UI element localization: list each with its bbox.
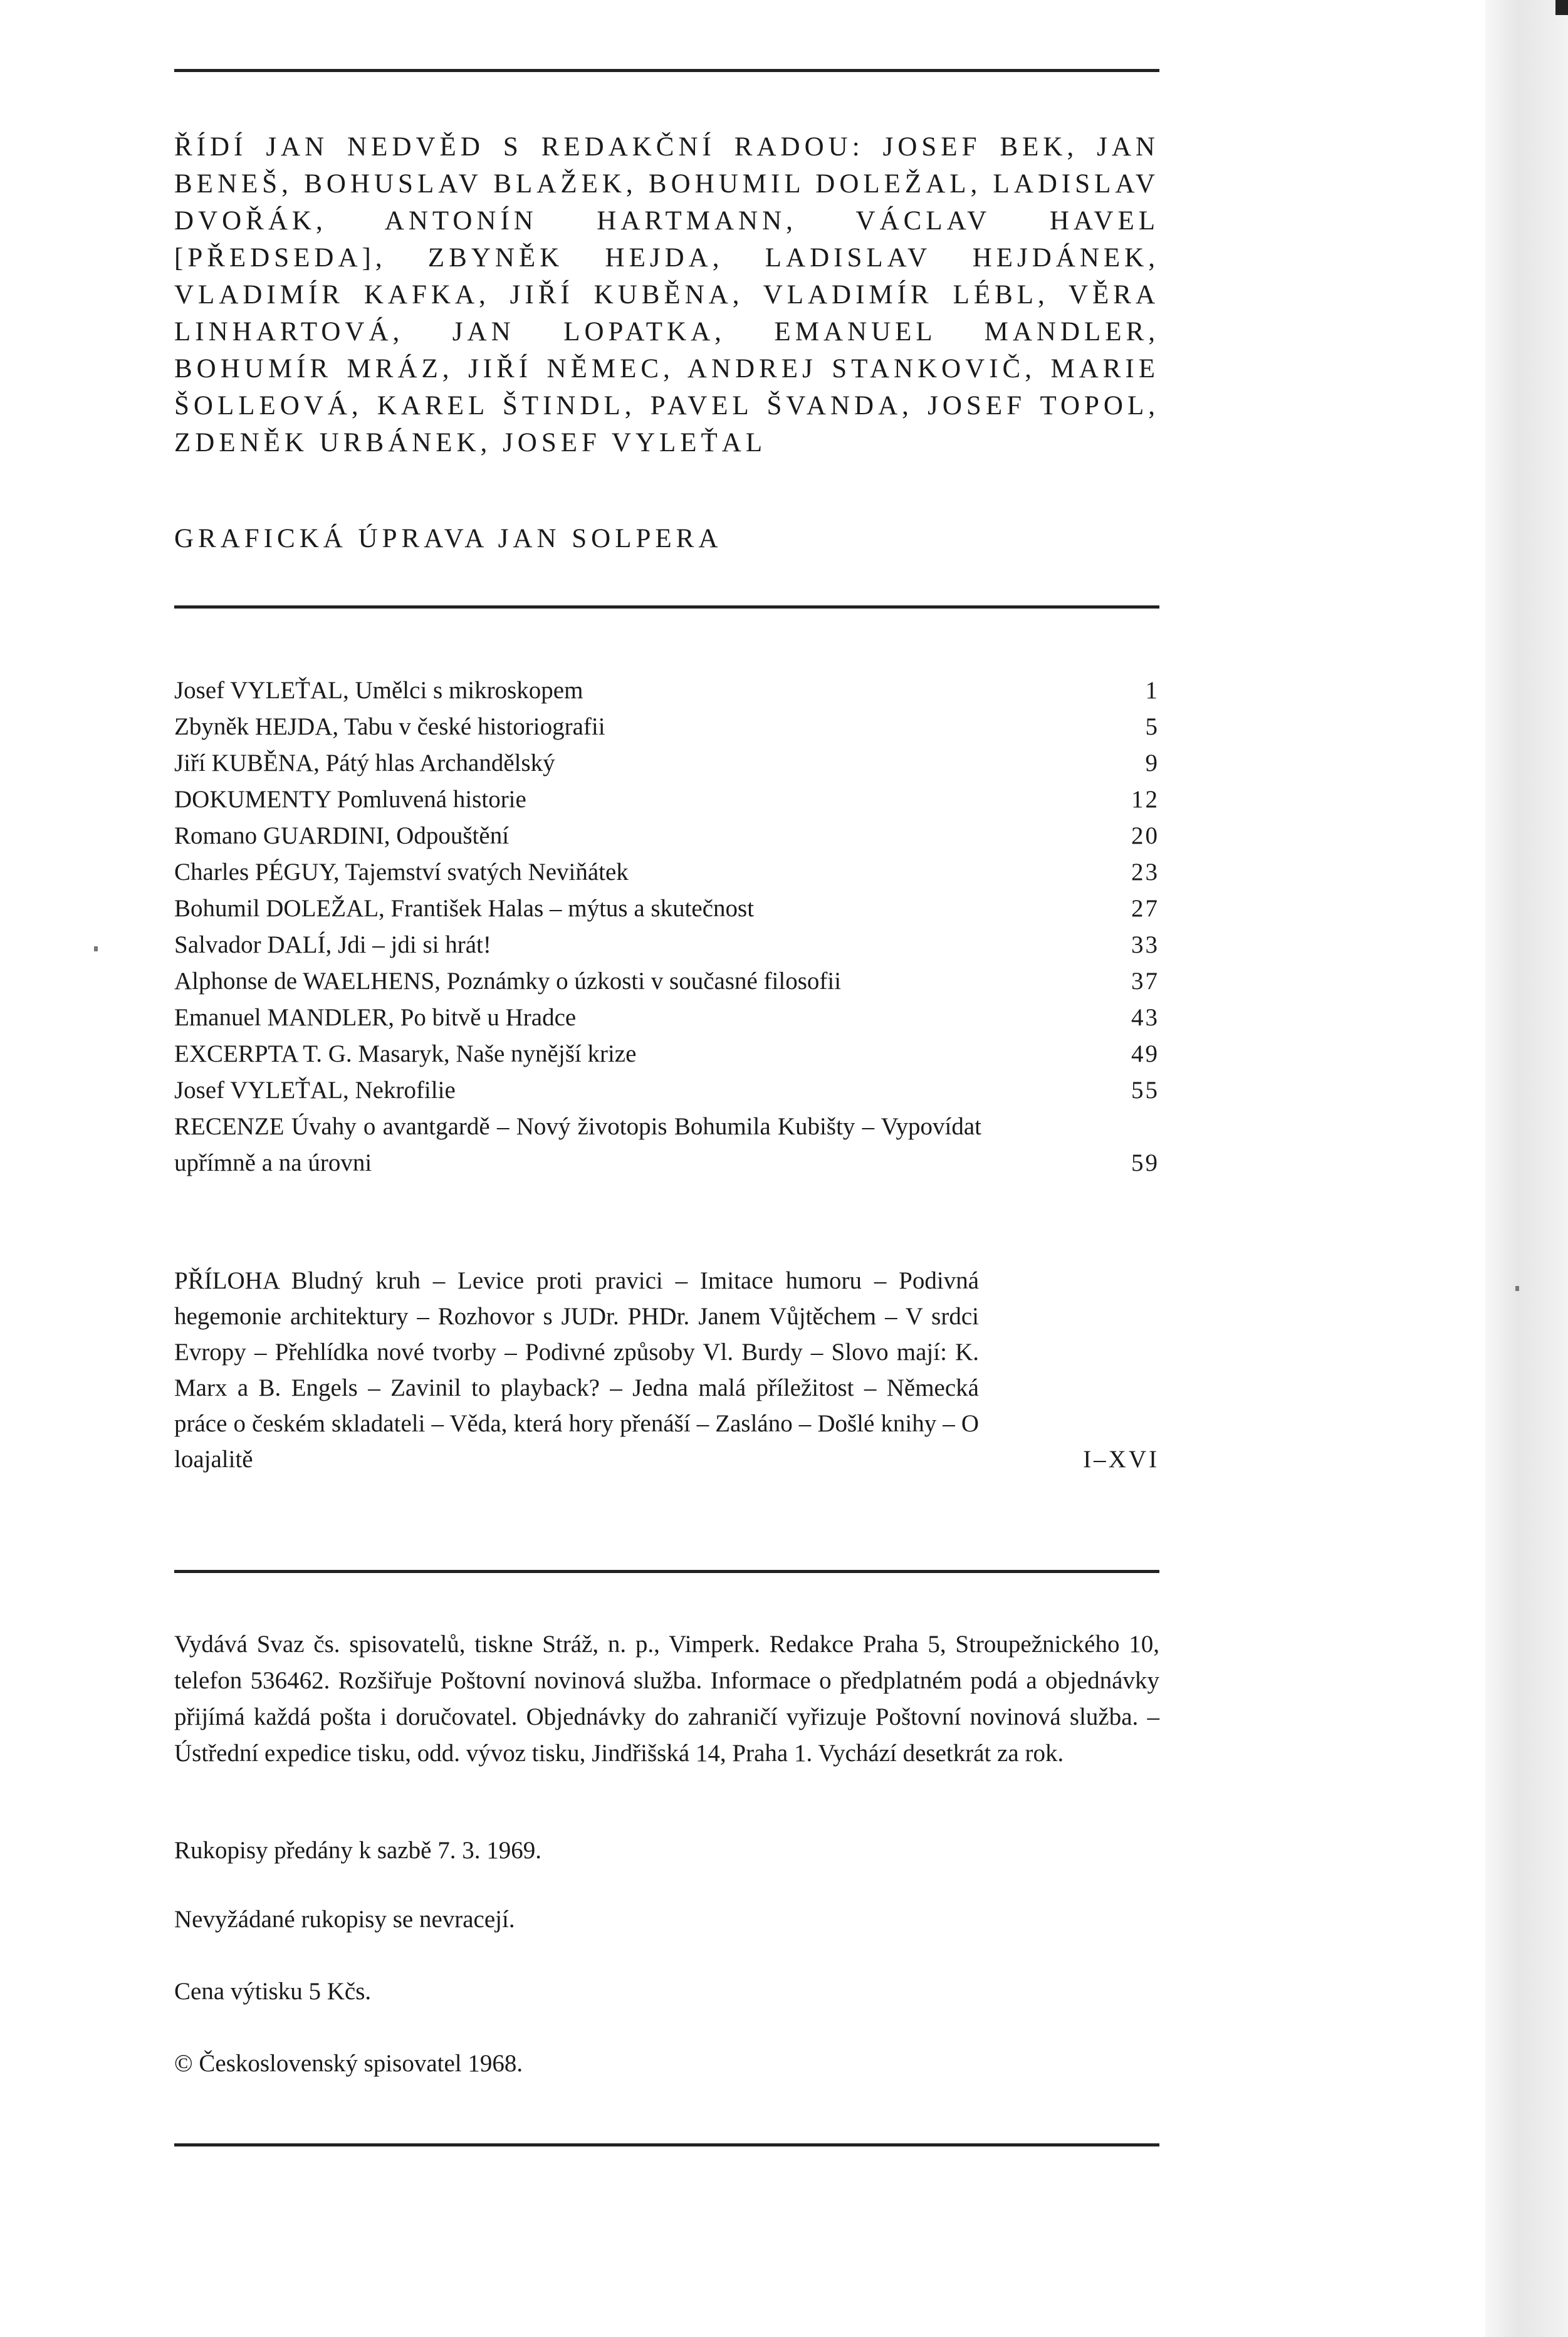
toc-entry[interactable] <box>174 1109 1159 1181</box>
toc-entry-page: 55 <box>1131 1077 1159 1104</box>
toc-entry-title: DOKUMENTY Pomluvená historie <box>174 786 526 813</box>
bottom-rule <box>174 2143 1159 2146</box>
toc-entry-title: Jiří KUBĚNA, Pátý hlas Archandělský <box>174 750 555 776</box>
appendix-text: PŘÍLOHA Bludný kruh – Levice proti pravici – Imitace humoru – Podivná hegemonie architektury – Rozhovor s JUDr. PHDr. Janem Vůjtěchem – V srdci Evropy – Přehlídka nové tvorby – Podivné způsoby Vl. Burdy – Slovo mají: K. Marx a B. Engels – Zavinil to playback? – Jedna malá příležitost – Německá práce o českém skladateli – Věda, která hory přenáší – Zasláno – Došlé knihy – O loajalitě <box>174 1267 979 1473</box>
editorial-board: ŘÍDÍ JAN NEDVĚD S REDAKČNÍ RADOU: JOSEF BEK, JAN BENEŠ, BOHUSLAV BLAŽEK, BOHUMIL DOLEŽAL, LADISLAV DVOŘÁK, ANTONÍN HARTMANN, VÁCLAV HAVEL [PŘEDSEDA], ZBYNĚK HEJDA, LADISLAV HEJDÁNEK, VLADIMÍR KAFKA, JIŘÍ KUBĚNA, VLADIMÍR LÉBL, VĚRA LINHARTOVÁ, JAN LOPATKA, EMANUEL MANDLER, BOHUMÍR MRÁZ, JIŘÍ NĚMEC, ANDREJ STANKOVIČ, MARIE ŠOLLEOVÁ, KAREL ŠTINDL, PAVEL ŠVANDA, JOSEF TOPOL, ZDENĚK URBÁNEK, JOSEF VYLEŤAL <box>174 132 1159 457</box>
toc-entry-page: 5 <box>1145 713 1159 740</box>
toc-entry-title: Charles PÉGUY, Tajemství svatých Neviňátek <box>174 859 629 886</box>
toc-entry-title: Salvador DALÍ, Jdi – jdi si hrát! <box>174 931 491 958</box>
toc-entry[interactable] <box>174 1000 1159 1036</box>
publisher-imprint: Vydává Svaz čs. spisovatelů, tiskne Stráž, n. p., Vimperk. Redakce Praha 5, Stroupežnického 10, telefon 536462. Rozšiřuje Poštovní novinová služba. Informace o předplatném podá a objednávky přijímá každá pošta i doručovatel. Objednávky do zahraničí vyřizuje Poštovní novinová služba. – Ústřední expedice tisku, odd. vývoz tisku, Jindřišská 14, Praha 1. Vychází desetkrát za rok. <box>174 1631 1159 1767</box>
appendix-entry[interactable] <box>174 1263 1159 1477</box>
toc-entry-title: Emanuel MANDLER, Po bitvě u Hradce <box>174 1004 577 1031</box>
toc-entry-page: 49 <box>1131 1040 1159 1067</box>
toc-entry[interactable] <box>174 1072 1159 1109</box>
toc-entry-title: Josef VYLEŤAL, Nekrofilie <box>174 1077 456 1104</box>
toc-entry[interactable] <box>174 672 1159 709</box>
page-edge-shadow <box>1485 0 1568 2337</box>
toc-entry-page: 9 <box>1145 750 1159 776</box>
toc-entry-title: Bohumil DOLEŽAL, František Halas – mýtus a skutečnost <box>174 895 755 922</box>
price-note: Cena výtisku 5 Kčs. <box>174 1978 372 2005</box>
toc-entry-page: 27 <box>1131 895 1159 922</box>
copyright-note: © Československý spisovatel 1968. <box>174 2050 523 2077</box>
toc-entry-title: Romano GUARDINI, Odpouštění <box>174 822 510 849</box>
toc-entry-title: EXCERPTA T. G. Masaryk, Naše nynější krize <box>174 1040 637 1067</box>
toc-entry-page: 1 <box>1145 677 1159 704</box>
appendix-pages: I–XVI <box>1083 1446 1159 1473</box>
toc-entry-page: 12 <box>1131 786 1159 813</box>
toc-entry-page: 37 <box>1131 968 1159 995</box>
toc-entry[interactable] <box>174 782 1159 818</box>
toc-entry-page: 20 <box>1131 822 1159 849</box>
toc-entry-page: 59 <box>1131 1149 1159 1176</box>
board-rule <box>174 605 1159 609</box>
toc-entry-title: Zbyněk HEJDA, Tabu v české historiografii <box>174 713 605 740</box>
toc-entry-page: 43 <box>1131 1004 1159 1031</box>
toc-entry-page: 33 <box>1131 931 1159 958</box>
toc-entry-title: Josef VYLEŤAL, Umělci s mikroskopem <box>174 677 583 704</box>
toc-entry-title: Alphonse de WAELHENS, Poznámky o úzkosti v současné filosofii <box>174 968 842 995</box>
toc-entry[interactable] <box>174 709 1159 745</box>
toc-entry-page: 23 <box>1131 859 1159 886</box>
toc-entry[interactable] <box>174 1036 1159 1072</box>
toc-entry[interactable] <box>174 963 1159 1000</box>
top-rule <box>174 69 1159 72</box>
print-speck <box>1515 1286 1519 1291</box>
toc-entry[interactable] <box>174 927 1159 963</box>
toc-entry-title: RECENZE Úvahy o avantgardě – Nový životopis Bohumila Kubišty – Vypovídat upřímně a na úrovni <box>174 1113 981 1176</box>
corner-mark <box>1555 0 1568 15</box>
toc-entry[interactable] <box>174 854 1159 891</box>
unsolicited-note: Nevyžádané rukopisy se nevracejí. <box>174 1906 515 1933</box>
toc-entry[interactable] <box>174 818 1159 854</box>
toc-entry[interactable] <box>174 891 1159 927</box>
imprint-rule <box>174 1570 1159 1573</box>
toc-entry[interactable] <box>174 745 1159 782</box>
print-speck <box>94 946 98 951</box>
manuscripts-note: Rukopisy předány k sazbě 7. 3. 1969. <box>174 1837 541 1864</box>
table-of-contents <box>174 672 1159 1181</box>
design-credit: GRAFICKÁ ÚPRAVA JAN SOLPERA <box>174 524 723 553</box>
